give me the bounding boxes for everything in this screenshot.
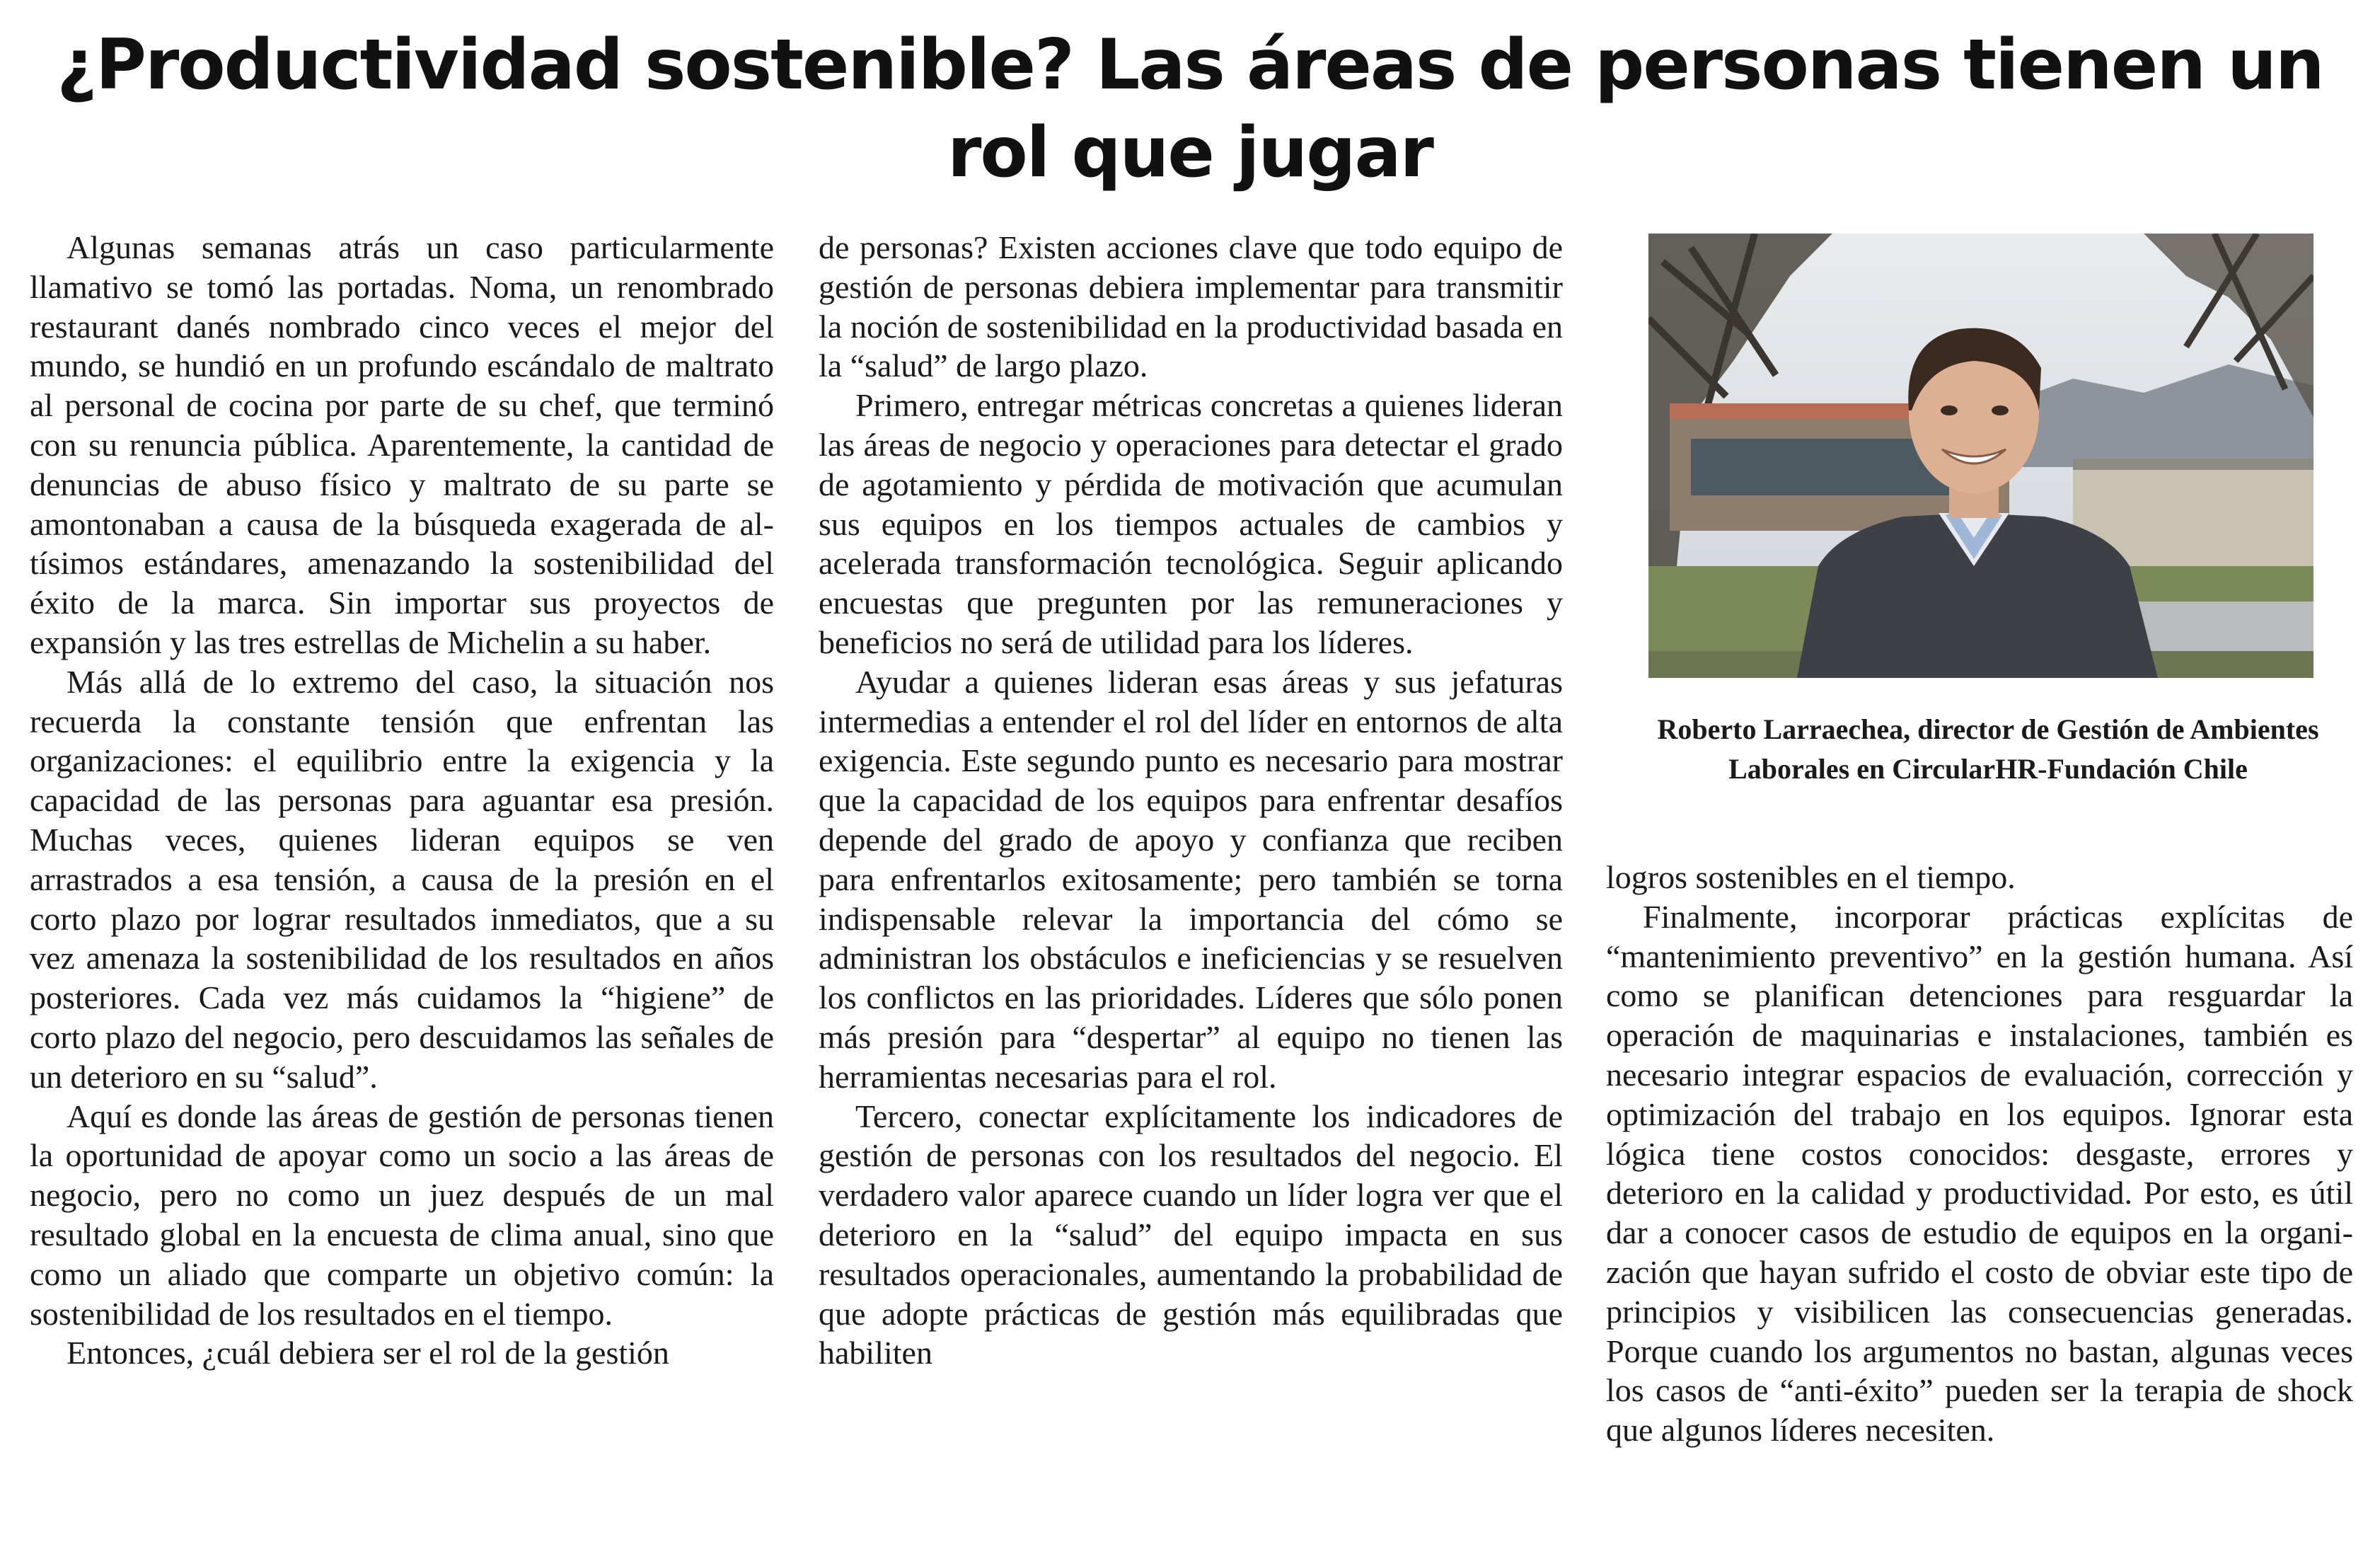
paragraph: Finalmente, incorporar prácticas explícitas de “mantenimiento preventivo” en la gestión humana. Así como se planifican detenciones para resguardar la operación de maquinarias e instalaciones, también es necesario integrar espacios de evaluación, corrección y optimización del trabajo en los equipos. Ignorar esta lógica tiene costos conocidos: desgaste, errores y deterioro en la calidad y productividad. Por esto, es útil dar a conocer casos de estudio de equipos en la organización que hayan sufrido el costo de obviar este tipo de principios y visibilicen las consecuencias generadas. Porque cuando los argumentos no bastan, algunas veces los casos de “anti-éxito” pueden ser la terapia de shock que algunos líderes necesiten. <box>1606 898 2353 1449</box>
paragraph: Entonces, ¿cuál debiera ser el rol de la gestión <box>67 1335 669 1371</box>
portrait-photo-illustration <box>1648 234 2313 678</box>
paragraph: Aquí es donde las áreas de gestión de personas tienen la oportunidad de apoyar como un socio a las áreas de negocio, pero no como un juez después de un mal resultado global en la encuesta de clima anual, sino que como un aliado que comparte un objetivo común: la sostenibilidad de los resultados en el tiempo. <box>30 1098 774 1332</box>
article-column-2 <box>819 228 1563 1373</box>
article-headline: ¿Productividad sostenible? Las áreas de personas tienen un rol que jugar <box>57 25 2323 193</box>
paragraph: Tercero, conectar explícitamente los indicadores de gestión de personas con los resultados del negocio. El verdadero valor aparece cuando un líder logra ver que el deterioro en la “salud” del equipo impacta en sus resultados operacionales, aumentando la probabilidad de que adopte prácticas de gestión más equilibradas que habiliten <box>819 1098 1563 1371</box>
paragraph: Primero, entregar métricas concretas a quienes lideran las áreas de negocio y operaciones para detectar el grado de agotamiento y pérdida de motivación que acumulan sus equipos en los tiempos actuales de cambios y acelerada transformación tecnológica. Seguir aplicando encuestas que pregunten por las remuneraciones y beneficios no será de utilidad para los líderes. <box>819 387 1563 660</box>
portrait-photo <box>1648 234 2313 678</box>
paragraph: Ayudar a quienes lideran esas áreas y sus jefaturas intermedias a entender el rol del líder en entornos de alta exigencia. Este segundo punto es necesario para mostrar que la capacidad de los equipos para enfrentar desafíos depende del grado de apoyo y confianza que reciben para enfrentarlos exitosamente; pero también se torna indispensable relevar la importancia del cómo se administran los obstáculos e ineficiencias y se resuelven los conflictos en las prioridades. Líderes que sólo ponen más presión para “despertar” al equipo no tienen las herramientas necesarias para el rol. <box>819 663 1563 1095</box>
photo-caption: Roberto Larraechea, director de Gestión de Ambientes Laborales en CircularHR-Fundación Chile <box>1657 713 2319 785</box>
article-column-1 <box>30 228 774 1373</box>
paragraph: Algunas semanas atrás un caso particularmente llamativo se tomó las portadas. Noma, un renombrado restaurant danés nombrado cinco veces el mejor del mundo, se hundió en un profundo escándalo de maltrato al personal de cocina por parte de su chef, que terminó con su renuncia pública. Aparentemente, la cantidad de denuncias de abuso físico y maltrato de su parte se amontonaban a causa de la búsqueda exagerada de altísimos estándares, amenazando la sostenibilidad del éxito de la marca. Sin importar sus proyectos de expansión y las tres estrellas de Michelin a su haber. <box>30 229 774 660</box>
article-column-3 <box>1606 858 2353 1450</box>
paragraph: logros sostenibles en el tiempo. <box>1606 859 2016 895</box>
paragraph: de personas? Existen acciones clave que todo equipo de gestión de personas debiera implementar para transmitir la noción de sostenibilidad en la productividad basada en la “salud” de largo plazo. <box>819 229 1563 384</box>
paragraph: Más allá de lo extremo del caso, la situación nos recuerda la constante tensión que enfrentan las organizaciones: el equilibrio entre la exigencia y la capacidad de las personas para aguantar esa presión. Muchas veces, quienes lideran equipos se ven arrastrados a esa tensión, a causa de la presión en el corto plazo por lograr resultados inmediatos, que a su vez amenaza la sostenibilidad de los resultados en años posteriores. Cada vez más cuidamos la “higiene” de corto plazo del negocio, pero descuidamos las señales de un deterioro en su “salud”. <box>30 663 774 1095</box>
